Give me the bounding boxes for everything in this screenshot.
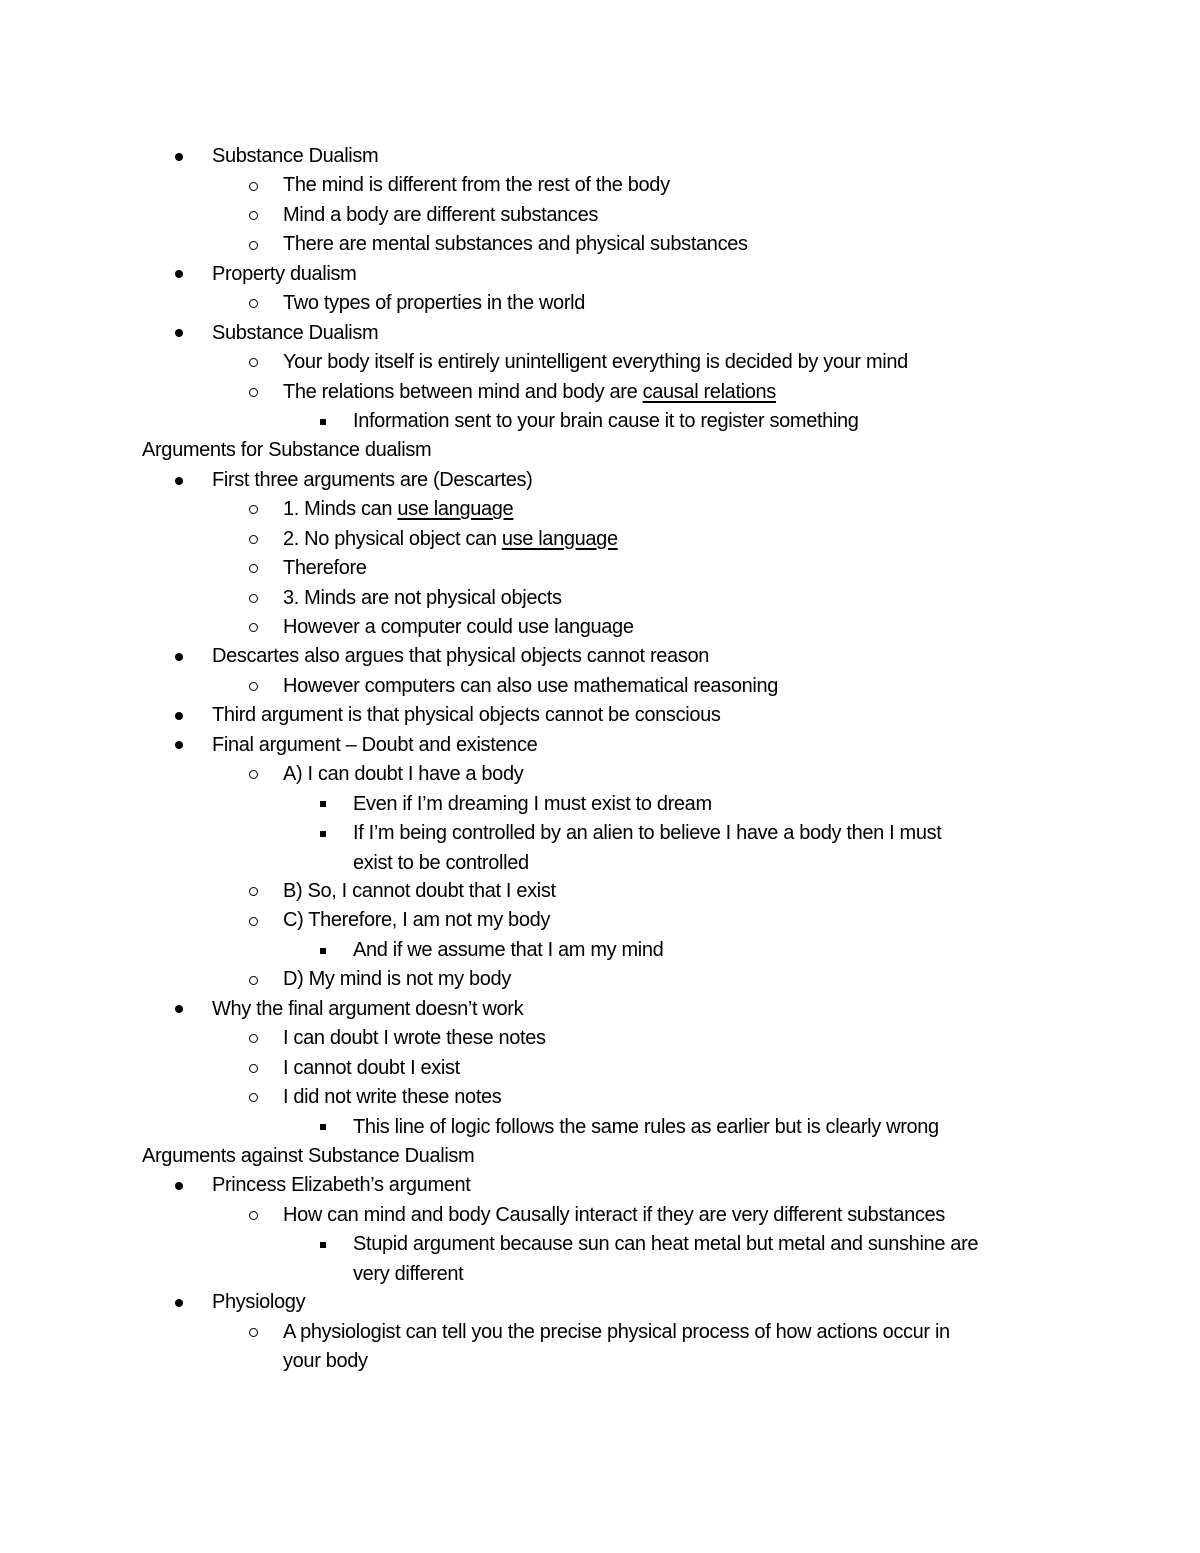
underlined-text: causal relations bbox=[642, 380, 776, 403]
item-text: Third argument is that physical objects cannot be conscious bbox=[212, 704, 721, 727]
list-item bbox=[0, 1054, 1200, 1083]
item-text: Mind a body are different substances bbox=[283, 203, 599, 226]
square-bullet-icon bbox=[320, 407, 326, 436]
circle-bullet-icon bbox=[249, 1083, 258, 1112]
item-text: How can mind and body Causally interact if they are very different substances bbox=[283, 1203, 945, 1226]
circle-bullet-icon bbox=[249, 201, 258, 230]
item-text: A) I can doubt I have a body bbox=[283, 763, 524, 786]
item-text: Your body itself is entirely unintelligent everything is decided by your mind bbox=[283, 351, 908, 374]
list-item bbox=[0, 936, 1200, 965]
circle-bullet-icon bbox=[249, 1054, 258, 1083]
circle-bullet-icon bbox=[249, 584, 258, 613]
list-item bbox=[0, 584, 1200, 613]
item-text: 2. No physical object can bbox=[283, 527, 502, 550]
item-text: very different bbox=[353, 1262, 464, 1285]
bullet-icon bbox=[175, 1171, 183, 1200]
list-item bbox=[0, 995, 1200, 1024]
underlined-text: use language bbox=[501, 527, 618, 550]
circle-bullet-icon bbox=[249, 877, 258, 906]
circle-bullet-icon bbox=[249, 378, 258, 407]
list-item bbox=[0, 1201, 1200, 1230]
item-text: The relations between mind and body are bbox=[283, 380, 643, 403]
item-text: Stupid argument because sun can heat metal but metal and sunshine are bbox=[353, 1233, 979, 1256]
list-item bbox=[0, 877, 1200, 906]
square-bullet-icon bbox=[320, 1230, 326, 1259]
document-body bbox=[0, 142, 1200, 1376]
item-text: However computers can also use mathematical reasoning bbox=[283, 674, 779, 697]
section-heading bbox=[0, 436, 1200, 465]
circle-bullet-icon bbox=[249, 1024, 258, 1053]
bullet-icon bbox=[175, 642, 183, 671]
bullet-icon bbox=[175, 142, 183, 171]
list-item bbox=[0, 1024, 1200, 1053]
circle-bullet-icon bbox=[249, 348, 258, 377]
list-item bbox=[0, 466, 1200, 495]
section-heading bbox=[0, 1142, 1200, 1171]
square-bullet-icon bbox=[320, 790, 326, 819]
bullet-icon bbox=[175, 466, 183, 495]
item-text: This line of logic follows the same rules as earlier but is clearly wrong bbox=[353, 1115, 939, 1138]
list-item bbox=[0, 230, 1200, 259]
list-item bbox=[0, 142, 1200, 171]
item-text: The mind is different from the rest of the body bbox=[283, 174, 670, 197]
list-item bbox=[0, 790, 1200, 819]
circle-bullet-icon bbox=[249, 230, 258, 259]
square-bullet-icon bbox=[320, 1113, 326, 1142]
item-text: Information sent to your brain cause it to register something bbox=[353, 409, 859, 432]
bullet-icon bbox=[175, 319, 183, 348]
circle-bullet-icon bbox=[249, 1318, 258, 1347]
list-item bbox=[0, 965, 1200, 994]
item-text: I did not write these notes bbox=[283, 1086, 502, 1109]
circle-bullet-icon bbox=[249, 672, 258, 701]
bullet-icon bbox=[175, 731, 183, 760]
list-item bbox=[0, 201, 1200, 230]
item-text: 3. Minds are not physical objects bbox=[283, 586, 562, 609]
list-item bbox=[0, 495, 1200, 524]
circle-bullet-icon bbox=[249, 525, 258, 554]
item-text: Princess Elizabeth’s argument bbox=[212, 1174, 471, 1197]
item-text: I can doubt I wrote these notes bbox=[283, 1027, 546, 1050]
item-text: Even if I’m dreaming I must exist to dream bbox=[353, 792, 712, 815]
item-text: Arguments for Substance dualism bbox=[142, 439, 432, 462]
square-bullet-icon bbox=[320, 819, 326, 848]
item-text: exist to be controlled bbox=[353, 851, 529, 874]
square-bullet-icon bbox=[320, 936, 326, 965]
circle-bullet-icon bbox=[249, 495, 258, 524]
list-item bbox=[0, 1230, 1200, 1259]
list-item bbox=[0, 1083, 1200, 1112]
circle-bullet-icon bbox=[249, 171, 258, 200]
bullet-icon bbox=[175, 701, 183, 730]
item-text: However a computer could use language bbox=[283, 616, 634, 638]
item-text: First three arguments are (Descartes) bbox=[212, 468, 533, 491]
item-text: C) Therefore, I am not my body bbox=[283, 909, 551, 932]
circle-bullet-icon bbox=[249, 289, 258, 318]
bullet-icon bbox=[175, 1288, 183, 1317]
item-text: If I’m being controlled by an alien to believe I have a body then I must bbox=[353, 822, 942, 845]
list-item bbox=[0, 819, 1200, 848]
list-item bbox=[0, 642, 1200, 671]
list-item-continuation bbox=[0, 849, 1200, 878]
list-item bbox=[0, 613, 1200, 642]
item-text: Substance Dualism bbox=[212, 321, 379, 344]
item-text: Final argument – Doubt and existence bbox=[212, 733, 538, 756]
circle-bullet-icon bbox=[249, 613, 258, 642]
item-text: A physiologist can tell you the precise physical process of how actions occur in bbox=[283, 1320, 950, 1343]
list-item bbox=[0, 348, 1200, 377]
item-text: B) So, I cannot doubt that I exist bbox=[283, 880, 556, 902]
list-item bbox=[0, 525, 1200, 554]
underlined-text: use language bbox=[397, 498, 514, 521]
item-text: Property dualism bbox=[212, 262, 357, 285]
item-text: Arguments against Substance Dualism bbox=[142, 1144, 475, 1167]
list-item bbox=[0, 672, 1200, 701]
item-text: D) My mind is not my body bbox=[283, 968, 511, 991]
bullet-icon bbox=[175, 260, 183, 289]
list-item bbox=[0, 378, 1200, 407]
circle-bullet-icon bbox=[249, 1201, 258, 1230]
list-item bbox=[0, 171, 1200, 200]
item-text: I cannot doubt I exist bbox=[283, 1056, 460, 1079]
list-item bbox=[0, 1171, 1200, 1200]
circle-bullet-icon bbox=[249, 554, 258, 583]
list-item-continuation bbox=[0, 1347, 1200, 1376]
list-item bbox=[0, 1113, 1200, 1142]
item-text: 1. Minds can bbox=[283, 498, 398, 521]
list-item bbox=[0, 1288, 1200, 1317]
item-text: Therefore bbox=[283, 557, 367, 580]
list-item bbox=[0, 554, 1200, 583]
list-item bbox=[0, 260, 1200, 289]
list-item-continuation bbox=[0, 1260, 1200, 1289]
circle-bullet-icon bbox=[249, 906, 258, 935]
item-text: your body bbox=[283, 1350, 368, 1373]
item-text: Why the final argument doesn’t work bbox=[212, 997, 524, 1020]
list-item bbox=[0, 760, 1200, 789]
list-item bbox=[0, 289, 1200, 318]
list-item bbox=[0, 701, 1200, 730]
list-item bbox=[0, 906, 1200, 935]
list-item bbox=[0, 319, 1200, 348]
item-text: Substance Dualism bbox=[212, 145, 379, 167]
list-item bbox=[0, 731, 1200, 760]
item-text: There are mental substances and physical substances bbox=[283, 233, 748, 256]
item-text: Physiology bbox=[212, 1291, 306, 1314]
list-item bbox=[0, 407, 1200, 436]
item-text: Descartes also argues that physical objects cannot reason bbox=[212, 645, 710, 668]
list-item bbox=[0, 1318, 1200, 1347]
item-text: And if we assume that I am my mind bbox=[353, 938, 664, 961]
circle-bullet-icon bbox=[249, 760, 258, 789]
circle-bullet-icon bbox=[249, 965, 258, 994]
item-text: Two types of properties in the world bbox=[283, 292, 585, 315]
bullet-icon bbox=[175, 995, 183, 1024]
